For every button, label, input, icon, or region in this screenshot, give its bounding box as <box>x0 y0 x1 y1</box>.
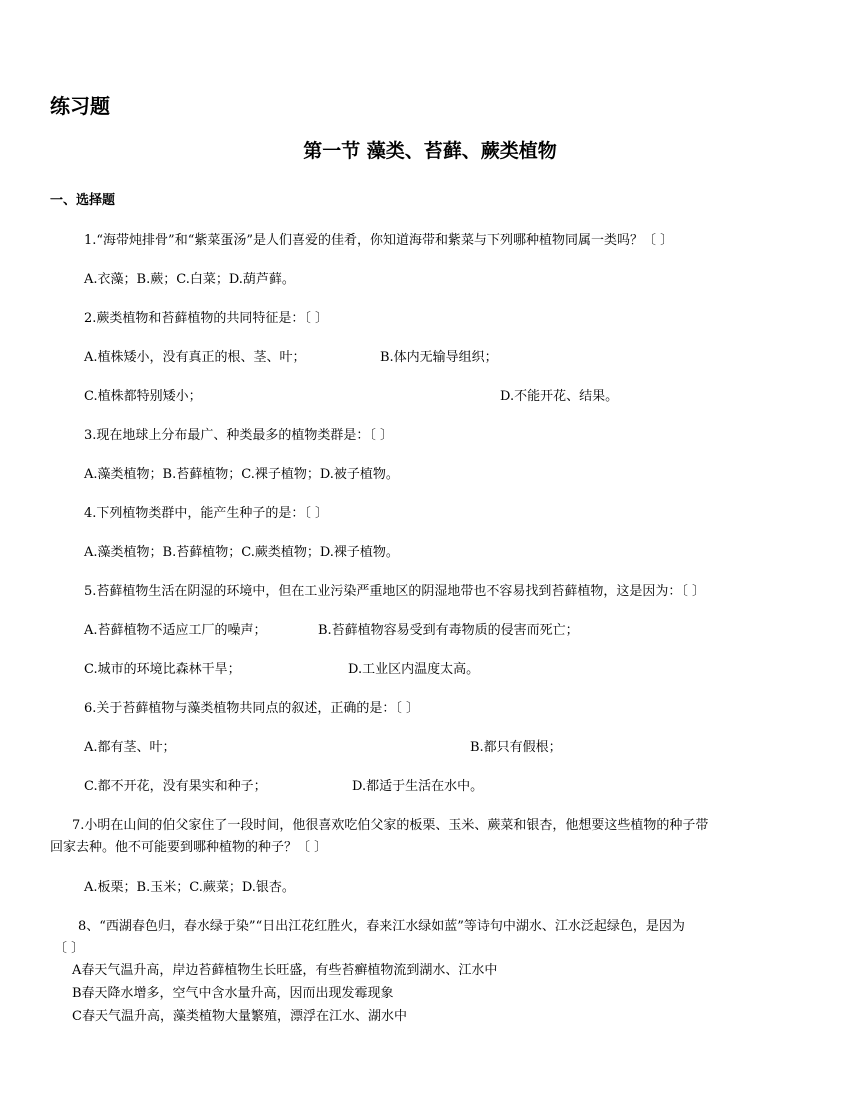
subheading-choice-questions: 一、选择题 <box>50 193 116 208</box>
page-heading: 练习题 <box>50 94 110 118</box>
question-4-options: A.藻类植物；B.苔藓植物；C.蕨类植物；D.裸子植物。 <box>84 545 399 560</box>
question-6-option-c: C.都不开花，没有果实和种子； <box>84 779 267 794</box>
question-8-option-b: B春天降水增多，空气中含水量升高，因而出现发霉现象 <box>72 986 394 1001</box>
question-2-option-d: D.不能开花、结果。 <box>500 389 619 404</box>
question-6-option-a: A.都有茎、叶； <box>84 740 176 755</box>
question-5-option-b: B.苔藓植物容易受到有毒物质的侵害而死亡； <box>318 623 579 638</box>
question-3-options: A.藻类植物；B.苔藓植物；C.裸子植物；D.被子植物。 <box>84 467 399 482</box>
question-2-stem: 2.蕨类植物和苔藓植物的共同特征是：〔 〕 <box>84 311 329 326</box>
question-1-options: A.衣藻；B.蕨；C.白菜；D.葫芦藓。 <box>84 272 295 287</box>
question-5-option-c: C.城市的环境比森林干旱； <box>84 662 241 677</box>
question-2-option-b: B.体内无输导组织； <box>380 350 498 365</box>
question-8-option-a: A春天气温升高，岸边苔藓植物生长旺盛，有些苔癣植物流到湖水、江水中 <box>72 963 498 978</box>
question-7-stem-line1: 7.小明在山间的伯父家住了一段时间，他很喜欢吃伯父家的板栗、玉米、蕨菜和银杏，他想要这些植物的种子带 <box>72 818 709 833</box>
question-6-option-b: B.都只有假根； <box>470 740 562 755</box>
question-5-option-d: D.工业区内温度太高。 <box>348 662 480 677</box>
question-8-stem-line2: 〔 〕 <box>54 941 85 956</box>
question-3-stem: 3.现在地球上分布最广、种类最多的植物类群是：〔 〕 <box>84 428 394 443</box>
question-5-option-a: A.苔藓植物不适应工厂的噪声； <box>84 623 267 638</box>
question-1-stem: 1.“海带炖排骨”和“紫菜蛋汤”是人们喜爱的佳肴，你知道海带和紫菜与下列哪种植物同属一类吗？〔 〕 <box>84 233 674 248</box>
question-8-option-c: C春天气温升高，藻类植物大量繁殖，漂浮在江水、湖水中 <box>72 1009 407 1024</box>
question-2-option-a: A.植株矮小，没有真正的根、茎、叶； <box>84 350 306 365</box>
question-6-stem: 6.关于苔藓植物与藻类植物共同点的叙述，正确的是：〔 〕 <box>84 701 420 716</box>
section-title: 第一节 藻类、苔藓、蕨类植物 <box>303 140 557 162</box>
question-7-stem-line2: 回家去种。他不可能要到哪种植物的种子？〔 〕 <box>50 840 328 855</box>
question-7-options: A.板栗；B.玉米；C.蕨菜；D.银杏。 <box>84 880 295 895</box>
question-4-stem: 4.下列植物类群中，能产生种子的是：〔 〕 <box>84 506 329 521</box>
question-2-option-c: C.植株都特别矮小； <box>84 389 202 404</box>
question-8-stem-line1: 8、“西湖春色归，春水绿于染”“日出江花红胜火，春来江水绿如蓝”等诗句中湖水、江水泛起绿色，是因为 <box>78 919 685 934</box>
question-5-stem: 5.苔藓植物生活在阴湿的环境中，但在工业污染严重地区的阴湿地带也不容易找到苔藓植物，这是因为：〔 〕 <box>84 584 706 599</box>
question-6-option-d: D.都适于生活在水中。 <box>352 779 484 794</box>
